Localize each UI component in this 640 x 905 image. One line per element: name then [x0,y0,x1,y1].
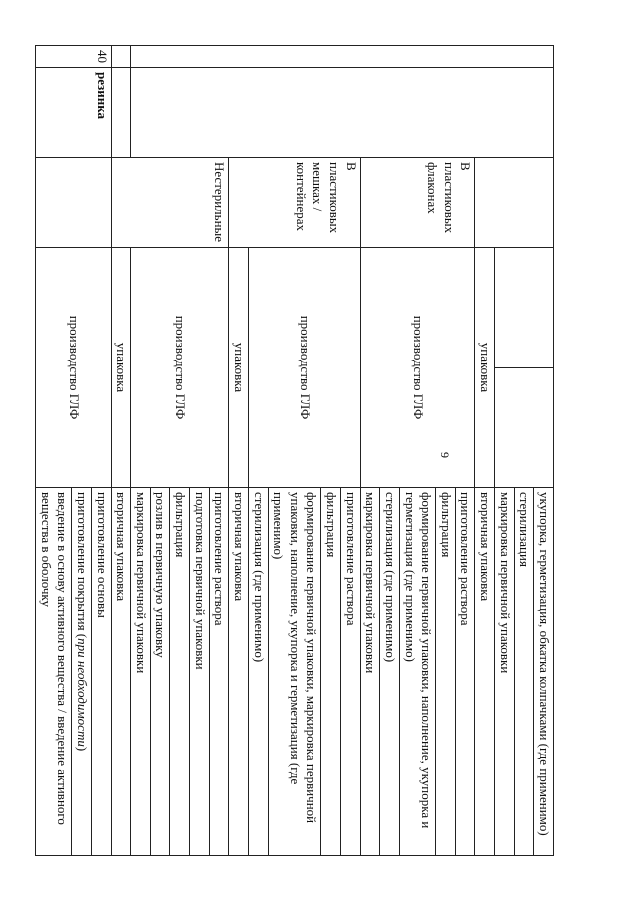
operation-cell: введение в основу активного вещества / введение активного вещества в оболочку [36,488,72,856]
operation-cell: стерилизация (где применимо) [380,488,400,856]
operation-cell: вторичная упаковка [111,488,131,856]
stage-cell: упаковка [229,248,249,488]
operation-cell: фильтрация [436,488,456,856]
stage-cell: упаковка [475,248,495,488]
operation-cell: стерилизация [514,488,534,856]
form-cell: Нестерильные [111,158,229,248]
table-row [209,46,229,856]
table-row [92,46,112,856]
production-stages-table [35,45,554,856]
product-cell-empty [111,68,131,158]
page-number: 9 [438,452,452,458]
stage-cell: производство ГЛФ [36,248,112,488]
italic-note: при необходимости [75,638,90,747]
substage-cell-empty [495,368,554,488]
number-cell: 40 [36,46,112,68]
operation-cell: приготовление раствора [341,488,361,856]
product-cell-empty [131,68,554,158]
operation-cell: маркировка первичной упаковки [360,488,380,856]
operation-cell: фильтрация [170,488,190,856]
operation-cell: приготовление покрытия (при необходимости) [72,488,92,856]
operation-cell: маркировка первичной упаковки [131,488,151,856]
operation-cell: приготовление раствора [209,488,229,856]
operation-cell: формирование первичной упаковки, наполнение, укупорка и герметизация (где применимо) [400,488,436,856]
operation-cell: вторичная упаковка [475,488,495,856]
operation-cell: стерилизация (где применимо) [249,488,269,856]
table-row [534,46,554,856]
form-cell: В пластиковых мешках / контейнерах [229,158,360,248]
stage-cell: производство ГЛФ [131,248,229,488]
form-cell-empty [36,158,112,248]
operation-cell: формирование первичной упаковки, маркировка первичной упаковки, наполнение, укупорка и герметизация (где применимо) [268,488,321,856]
operation-cell: маркировка первичной упаковки [495,488,515,856]
operation-cell: приготовление раствора [455,488,475,856]
operation-cell: укупорка, герметизация, обкатка колпачками (где применимо) [534,488,554,856]
product-cell: резинка [36,68,112,158]
table-row [341,46,361,856]
operation-cell: розлив в первичную упаковку [150,488,170,856]
number-cell-empty [111,46,131,68]
stage-cell: упаковка [111,248,131,488]
operation-cell: подготовка первичной упаковки [190,488,210,856]
form-cell-empty [475,158,554,248]
rotated-table-container [38,45,554,855]
stage-cell: производство ГЛФ [360,248,475,488]
operation-cell: приготовление основы [92,488,112,856]
operation-cell: вторичная упаковка [229,488,249,856]
number-cell-empty [131,46,554,68]
form-cell: В пластиковых флаконах [360,158,475,248]
operation-cell: фильтрация [321,488,341,856]
stage-cell: производство ГЛФ [249,248,361,488]
table-row [455,46,475,856]
stage-cell-empty [495,248,554,368]
